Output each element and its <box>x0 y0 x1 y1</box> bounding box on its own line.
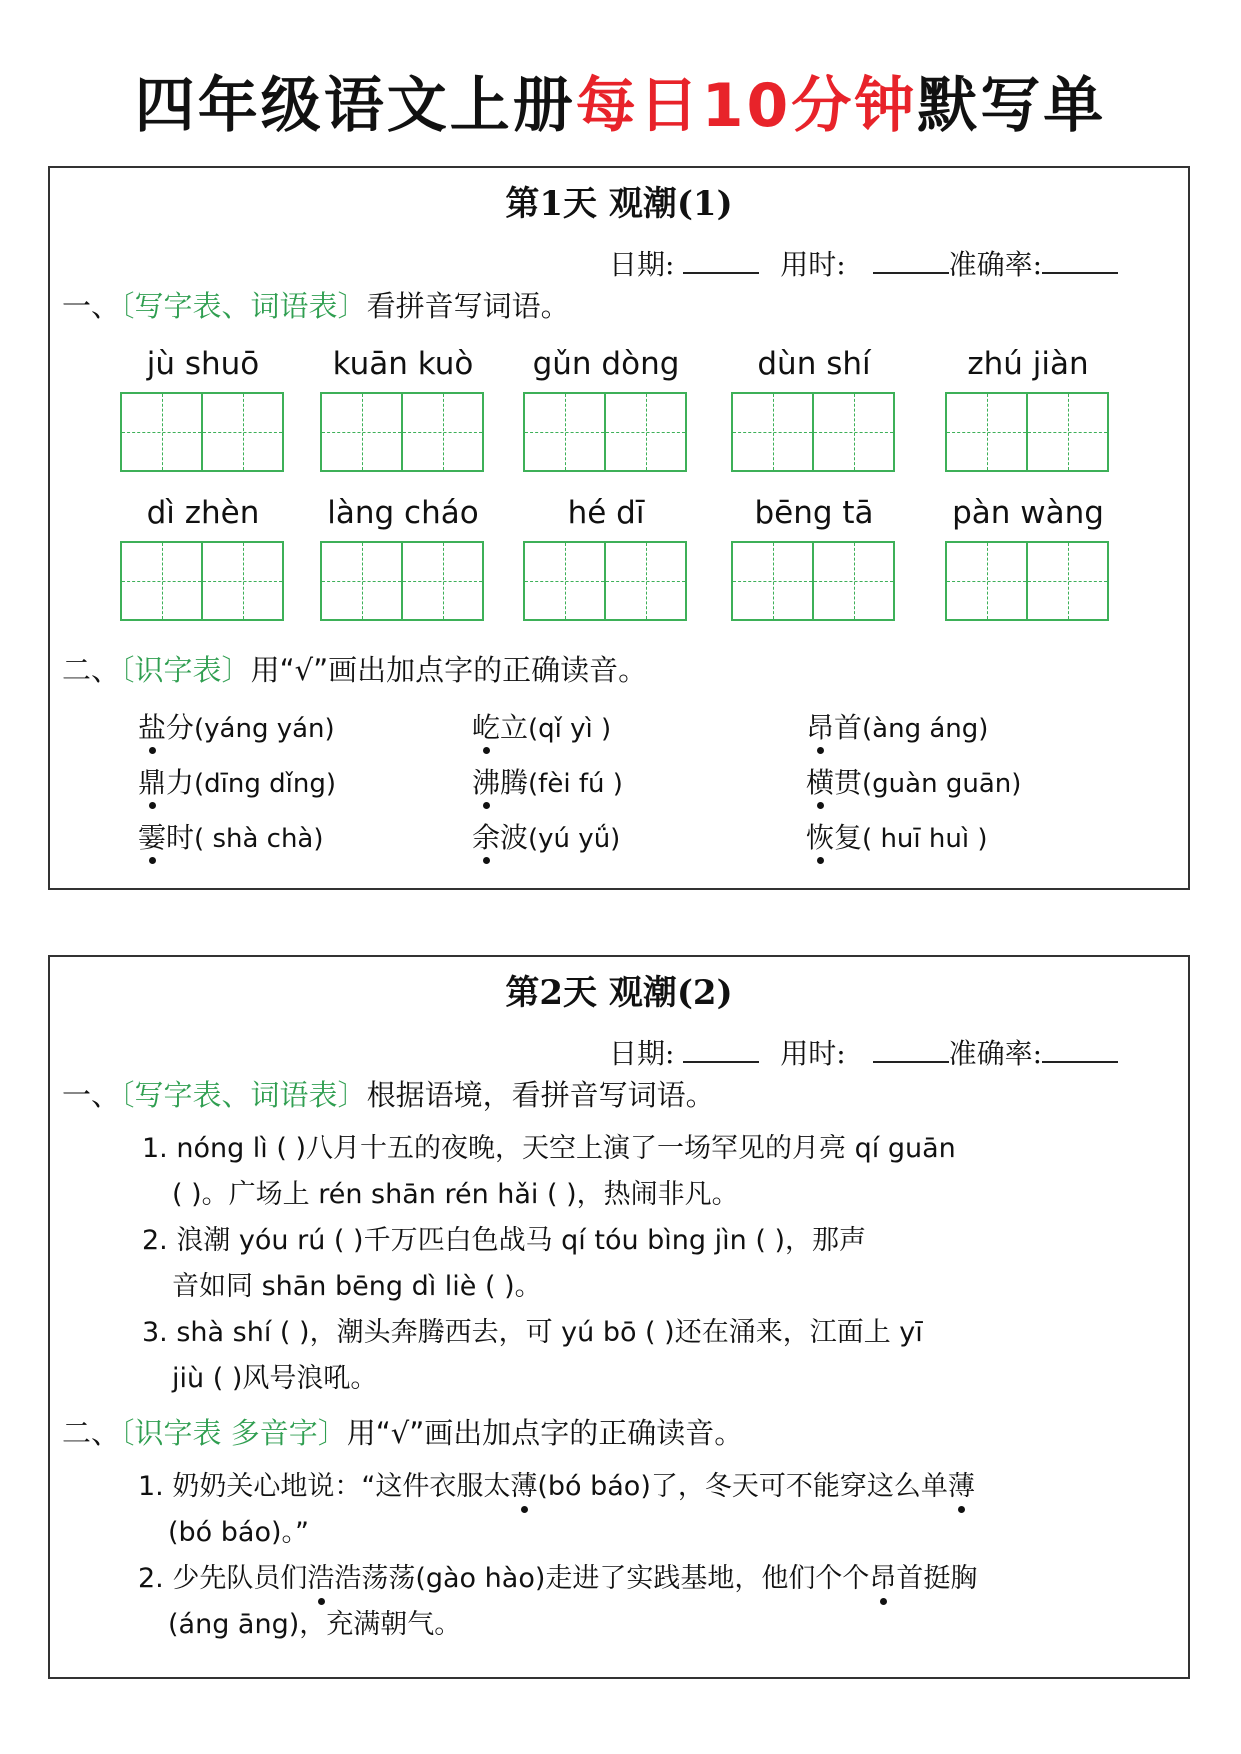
writing-grid[interactable] <box>731 392 895 472</box>
context-line[interactable]: 3. shà shí ( )，潮头奔腾西去，可 yú bō ( )还在涌来，江面上 yī <box>142 1317 923 1348</box>
word-rest: 腾 <box>500 766 529 799</box>
bracket-close: 〕 <box>337 289 367 323</box>
dotted-char: 昂 <box>869 1559 896 1599</box>
writing-grid[interactable] <box>523 392 687 472</box>
reading-options[interactable]: (guàn guān) <box>862 769 1022 799</box>
bracket-close: 〕 <box>317 1416 347 1450</box>
word-rest: 首 <box>834 711 863 744</box>
q-number: 二、 <box>62 1416 121 1450</box>
sentence-text[interactable]: 浩荡荡(gào hào)走进了实践基地，他们个个 <box>334 1563 870 1594</box>
bracket-open: 〔 <box>120 1416 135 1450</box>
context-line[interactable]: jiù ( )风号浪吼。 <box>172 1363 378 1394</box>
day2-title: 第2天 观潮(2) <box>505 973 733 1013</box>
word-rest: 时 <box>166 821 195 854</box>
q-number: 一、 <box>62 1078 121 1112</box>
writing-grid[interactable] <box>945 392 1109 472</box>
day2-section <box>48 955 1190 1679</box>
q-tag: 识字表 <box>134 653 222 687</box>
sentence-text[interactable]: (bó báo)了，冬天可不能穿这么单 <box>537 1471 948 1502</box>
dotted-char: 横 <box>806 763 834 803</box>
writing-grid[interactable] <box>523 541 687 621</box>
pinyin-label: jù shuō <box>146 346 260 382</box>
reading-item[interactable] <box>472 818 620 859</box>
polyphone-sentence-2-cont[interactable]: (áng āng)，充满朝气。 <box>168 1609 462 1640</box>
word-rest: 力 <box>166 766 195 799</box>
word-rest: 贯 <box>834 766 863 799</box>
q-tag: 写字表、词语表 <box>134 289 338 323</box>
title-part-1: 四年级语文上册 <box>134 71 576 141</box>
day2-meta <box>609 1033 1118 1074</box>
dotted-char: 沸 <box>472 763 500 803</box>
pinyin-label: kuān kuò <box>332 346 474 382</box>
reading-options[interactable]: ( shà chà) <box>194 824 324 854</box>
context-line[interactable]: ( )。广场上 rén shān rén hǎi ( )，热闹非凡。 <box>172 1179 739 1210</box>
reading-options[interactable]: (qǐ yì ) <box>528 714 612 744</box>
bracket-close: 〕 <box>221 653 251 687</box>
pinyin-label: làng cháo <box>327 495 479 531</box>
reading-item[interactable] <box>138 818 324 859</box>
q-instruction: 用“√”画出加点字的正确读音。 <box>346 1416 744 1450</box>
q-number: 二、 <box>62 653 121 687</box>
day1-section <box>48 166 1190 890</box>
writing-grid[interactable] <box>320 392 484 472</box>
writing-grid[interactable] <box>945 541 1109 621</box>
pinyin-label: dì zhèn <box>146 495 260 531</box>
context-line[interactable]: 1. nóng lì ( )八月十五的夜晚，天空上演了一场罕见的月亮 qí guān <box>142 1133 956 1164</box>
time-label: 用时: <box>780 1037 846 1070</box>
dotted-char: 霎 <box>138 818 166 858</box>
reading-options[interactable]: (dīng dǐng) <box>194 769 337 799</box>
writing-grid[interactable] <box>731 541 895 621</box>
date-blank[interactable] <box>683 244 759 274</box>
date-label: 日期: <box>608 248 675 281</box>
dotted-char: 鼎 <box>138 763 166 803</box>
accuracy-blank[interactable] <box>1042 1033 1118 1063</box>
day1-title: 第1天 观潮(1) <box>505 184 733 224</box>
reading-item[interactable] <box>138 763 336 804</box>
pinyin-label: pàn wàng <box>952 495 1104 531</box>
dotted-char: 浩 <box>307 1559 334 1599</box>
reading-options[interactable]: (yáng yán) <box>194 714 335 744</box>
bracket-open: 〔 <box>120 653 135 687</box>
reading-item[interactable] <box>806 818 987 859</box>
q-number: 一、 <box>62 289 121 323</box>
writing-grid[interactable] <box>320 541 484 621</box>
word-rest: 波 <box>500 821 529 854</box>
day1-q1-heading <box>62 286 570 326</box>
writing-grid[interactable] <box>120 392 284 472</box>
day1-meta <box>609 244 1118 285</box>
accuracy-blank[interactable] <box>1042 244 1118 274</box>
reading-item[interactable] <box>806 708 988 749</box>
polyphone-sentence-2[interactable] <box>138 1559 977 1599</box>
date-label: 日期: <box>608 1037 675 1070</box>
time-label: 用时: <box>780 248 846 281</box>
pinyin-label: zhú jiàn <box>967 346 1089 382</box>
reading-options[interactable]: (àng áng) <box>862 714 989 744</box>
dotted-char: 余 <box>472 818 500 858</box>
reading-options[interactable]: (fèi fú ) <box>528 769 623 799</box>
day2-q1-heading <box>62 1075 715 1115</box>
q-instruction: 用“√”画出加点字的正确读音。 <box>250 653 648 687</box>
bracket-open: 〔 <box>120 289 135 323</box>
context-line[interactable]: 2. 浪潮 yóu rú ( )千万匹白色战马 qí tóu bìng jìn ( )，那声 <box>142 1225 866 1256</box>
time-blank[interactable] <box>873 244 949 274</box>
reading-options[interactable]: ( huī huì ) <box>862 824 988 854</box>
polyphone-sentence-1[interactable] <box>138 1467 975 1507</box>
day2-q2-heading <box>62 1413 743 1453</box>
dotted-char: 恢 <box>806 818 834 858</box>
accuracy-label: 准确率: <box>948 248 1042 281</box>
q-instruction: 根据语境，看拼音写词语。 <box>366 1078 715 1112</box>
dotted-char: 屹 <box>472 708 500 748</box>
sentence-text: 1. 奶奶关心地说：“这件衣服太 <box>138 1471 511 1502</box>
pinyin-label: hé dī <box>567 495 645 531</box>
title-highlight: 每日10分钟 <box>575 71 918 141</box>
reading-item[interactable] <box>472 708 611 749</box>
dotted-char: 薄 <box>510 1467 537 1507</box>
writing-grid[interactable] <box>120 541 284 621</box>
word-rest: 立 <box>500 711 529 744</box>
word-rest: 复 <box>834 821 863 854</box>
word-rest: 分 <box>166 711 195 744</box>
pinyin-label: gǔn dòng <box>532 346 680 382</box>
pinyin-label: dùn shí <box>757 346 871 382</box>
q-instruction: 看拼音写词语。 <box>366 289 570 323</box>
reading-options[interactable]: (yú yǘ) <box>528 824 621 854</box>
dotted-char: 昂 <box>806 708 834 748</box>
q-tag: 识字表 多音字 <box>134 1416 318 1450</box>
bracket-close: 〕 <box>337 1078 367 1112</box>
dotted-char: 盐 <box>138 708 166 748</box>
reading-item[interactable] <box>472 763 623 804</box>
sentence-text: 首挺胸 <box>896 1563 978 1594</box>
context-line[interactable]: 音如同 shān bēng dì liè ( )。 <box>172 1271 542 1302</box>
day1-q2-heading <box>62 650 647 690</box>
time-blank[interactable] <box>873 1033 949 1063</box>
reading-item[interactable] <box>806 763 1021 804</box>
reading-item[interactable] <box>138 708 335 749</box>
accuracy-label: 准确率: <box>948 1037 1042 1070</box>
dotted-char: 薄 <box>948 1467 975 1507</box>
polyphone-sentence-1-cont[interactable]: (bó báo)。” <box>168 1517 309 1548</box>
page-title <box>0 66 1241 146</box>
pinyin-label: bēng tā <box>754 495 874 531</box>
bracket-open: 〔 <box>120 1078 135 1112</box>
title-part-3: 默写单 <box>917 71 1107 141</box>
q-tag: 写字表、词语表 <box>134 1078 338 1112</box>
sentence-text: 2. 少先队员们 <box>138 1563 308 1594</box>
date-blank[interactable] <box>683 1033 759 1063</box>
